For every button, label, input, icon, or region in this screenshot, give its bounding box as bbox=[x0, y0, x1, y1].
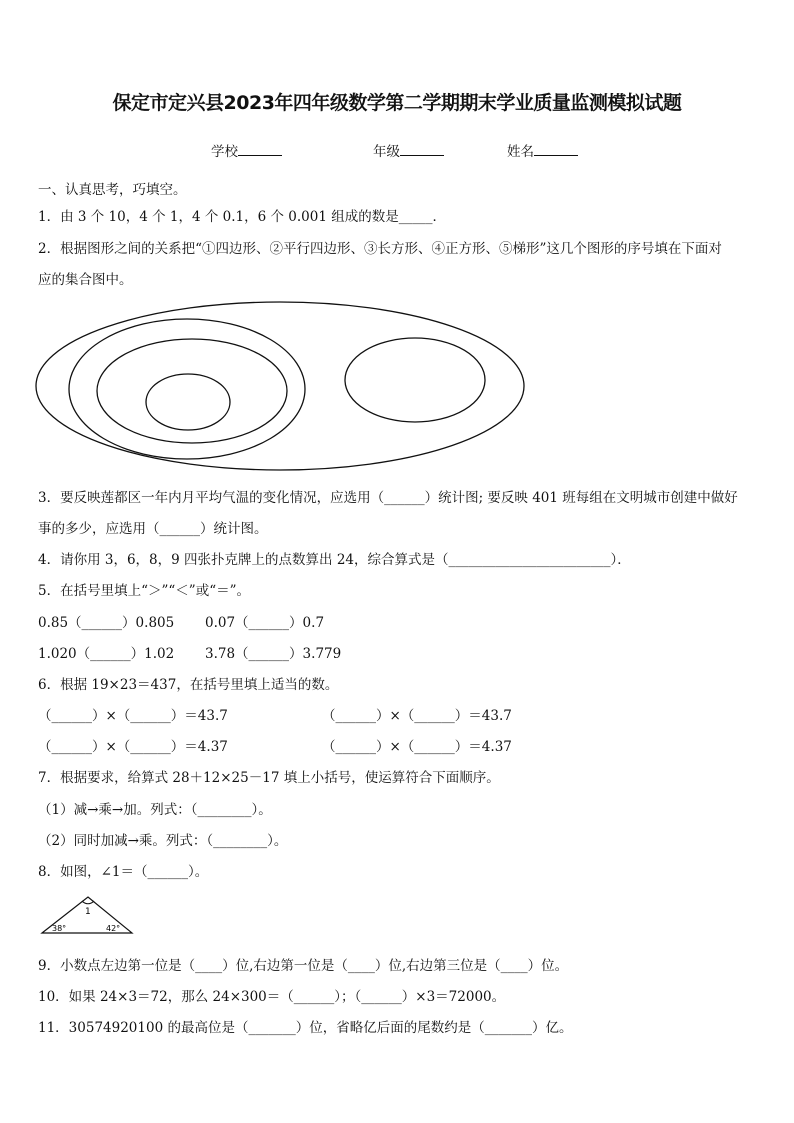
question-2-line2: 应的集合图中。 bbox=[38, 272, 133, 288]
question-6-item: （______）×（______）＝43.7 bbox=[322, 708, 512, 724]
question-1: 1．由 3 个 10，4 个 1，4 个 0.1，6 个 0.001 组成的数是_____． bbox=[38, 209, 446, 225]
set-level-3 bbox=[97, 339, 287, 443]
school-blank[interactable] bbox=[238, 142, 282, 156]
question-6-item: （______）×（______）＝4.37 bbox=[38, 739, 228, 755]
question-11: 11．30574920100 的最高位是（_______）位，省略亿后面的尾数约是（_______）亿。 bbox=[38, 1020, 573, 1036]
question-5-item: 0.85（______）0.805 bbox=[38, 615, 175, 631]
question-5: 5．在括号里填上“＞”“＜”或“＝”。 bbox=[38, 583, 250, 599]
section-heading: 一、认真思考，巧填空。 bbox=[38, 182, 187, 198]
venn-diagram bbox=[30, 298, 530, 473]
question-6: 6．根据 19×23＝437，在括号里填上适当的数。 bbox=[38, 677, 339, 693]
angle-left-label: 38° bbox=[52, 924, 67, 933]
outer-set bbox=[36, 302, 524, 470]
grade-blank[interactable] bbox=[400, 142, 444, 156]
question-4: 4．请你用 3，6，8，9 四张扑克牌上的点数算出 24，综合算式是（________________________）． bbox=[38, 552, 631, 568]
question-7-sub1: （1）减→乘→加。列式：（________）。 bbox=[38, 802, 272, 818]
question-10: 10．如果 24×3＝72，那么 24×300＝（______）；（______）×3＝72000。 bbox=[38, 989, 506, 1005]
question-6-item: （______）×（______）＝43.7 bbox=[38, 708, 228, 724]
question-9: 9．小数点左边第一位是（____）位,右边第一位是（____）位,右边第三位是（____）位。 bbox=[38, 958, 569, 974]
inner-set bbox=[146, 374, 230, 430]
grade-field[interactable] bbox=[373, 142, 444, 161]
school-label: 学校 bbox=[211, 144, 238, 160]
school-field[interactable] bbox=[211, 142, 282, 161]
angle-1-label: 1 bbox=[85, 907, 91, 917]
question-5-item: 0.07（______）0.7 bbox=[205, 615, 325, 631]
question-3-line1: 3．要反映莲都区一年内月平均气温的变化情况，应选用（______）统计图; 要反映 401 班每组在文明城市创建中做好 bbox=[38, 490, 738, 506]
grade-label: 年级 bbox=[373, 144, 400, 160]
question-5-item: 1.020（______）1.02 bbox=[38, 646, 175, 662]
page-title: 保定市定兴县2023年四年级数学第二学期期末学业质量监测模拟试题 bbox=[112, 92, 682, 114]
angle-right-label: 42° bbox=[106, 924, 121, 933]
name-blank[interactable] bbox=[534, 142, 578, 156]
question-7: 7．根据要求，给算式 28＋12×25－17 填上小括号，使运算符合下面顺序。 bbox=[38, 770, 500, 786]
question-5-item: 3.78（______）3.779 bbox=[205, 646, 342, 662]
name-field[interactable] bbox=[507, 142, 578, 161]
name-label: 姓名 bbox=[507, 144, 534, 160]
question-7-sub2: （2）同时加减→乘。列式：（________）。 bbox=[38, 833, 288, 849]
triangle-figure bbox=[38, 893, 138, 938]
question-2-line1: 2．根据图形之间的关系把“①四边形、②平行四边形、③长方形、④正方形、⑤梯形”这几个图形的序号填在下面对 bbox=[38, 241, 722, 257]
question-3-line2: 事的多少，应选用（______）统计图。 bbox=[38, 521, 268, 537]
separate-set bbox=[345, 338, 485, 422]
angle-arc bbox=[82, 901, 94, 904]
question-8: 8．如图，∠1＝（______）。 bbox=[38, 864, 209, 880]
question-6-item: （______）×（______）＝4.37 bbox=[322, 739, 512, 755]
set-level-2 bbox=[69, 319, 305, 459]
